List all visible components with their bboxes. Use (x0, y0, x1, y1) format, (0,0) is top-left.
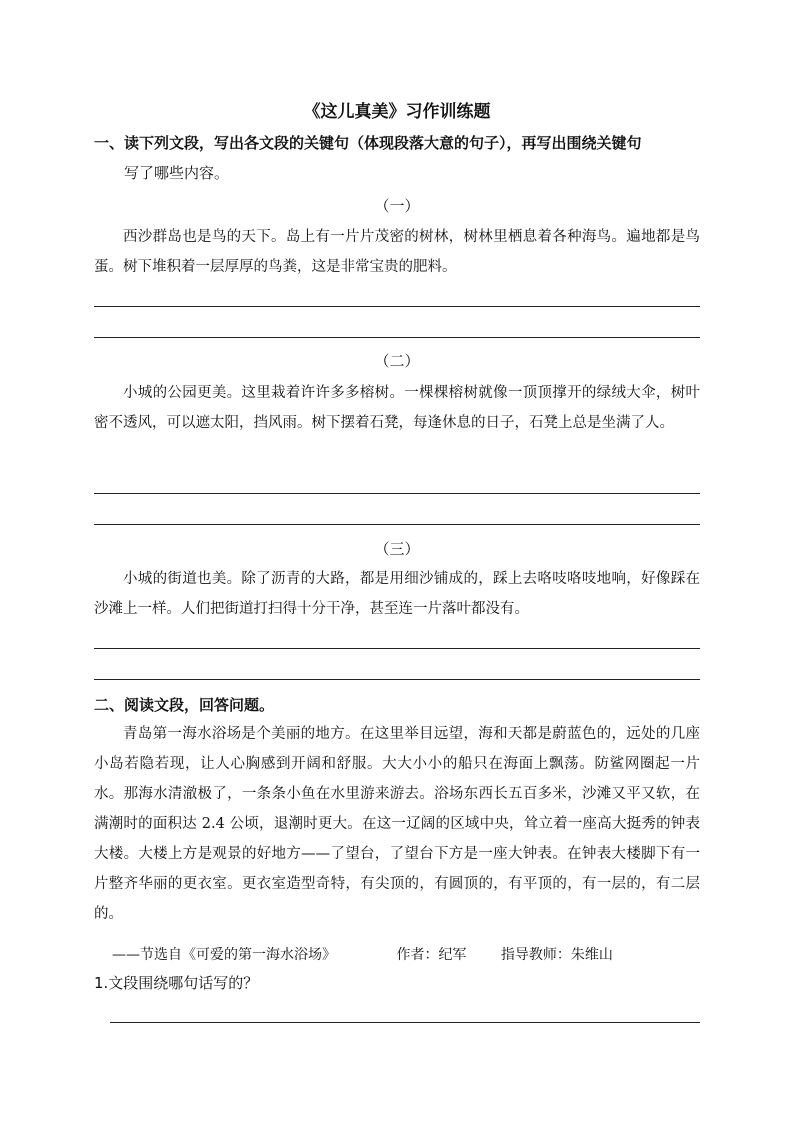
section-1-label: （一） (374, 197, 420, 215)
answer-line-2a[interactable] (94, 493, 700, 494)
answer-line-3b[interactable] (94, 679, 700, 680)
part1-heading (94, 128, 704, 188)
part2-paragraph: 青岛第一海水浴场是个美丽的地方。在这里举目远望，海和天都是蔚蓝色的，远处的几座小岛若隐若现，让人心胸感到开阔和舒服。大大小小的船只在海面上飘荡。防鲨网圈起一片水。那海水清澈极了，一条条小鱼在水里游来游去。浴场东西长五百多米，沙滩又平又软，在满潮时的面积达 2.4 公顷，退潮时更大。在这一辽阔的区域中央，耸立着一座高大挺秀的钟表大楼。大楼上方是观景的好地方——了望台，了望台下方是一座大钟表。在钟表大楼脚下有一片整齐华丽的更衣室。更衣室造型奇特，有尖顶的，有圆顶的，有平顶的，有一层的，有二层的。 (94, 726, 700, 922)
section-3-label: （三） (374, 540, 420, 558)
section-2-paragraph: 小城的公园更美。这里栽着许许多多榕树。一棵棵榕树就像一顶顶撑开的绿绒大伞，树叶密不透风，可以遮太阳，挡风雨。树下摆着石凳，每逢休息的日子，石凳上总是坐满了人。 (94, 385, 700, 431)
source-teacher: 指导教师：朱维山 (500, 947, 613, 963)
page-title: 《这儿真美》习作训练题 (303, 102, 491, 122)
section-1-paragraph: 西沙群岛也是鸟的天下。岛上有一片片茂密的树林，树林里栖息着各种海鸟。遍地都是鸟蛋。树下堆积着一层厚厚的鸟粪，这是非常宝贵的肥料。 (94, 229, 700, 275)
source-author: 作者：纪军 (396, 947, 467, 963)
answer-line-1b[interactable] (94, 337, 700, 338)
answer-line-1a[interactable] (94, 306, 700, 307)
part1-heading-cont: 写了哪些内容。 (124, 164, 230, 182)
answer-line-3a[interactable] (94, 648, 700, 649)
answer-line-2b[interactable] (94, 524, 700, 525)
part2-heading: 二、阅读文段，回答问题。 (94, 696, 275, 714)
answer-line-q1[interactable] (110, 1022, 700, 1023)
source-citation: ——节选自《可爱的第一海水浴场》 (112, 947, 336, 963)
source-line (94, 944, 700, 964)
section-2-label: （二） (374, 352, 420, 370)
section-3-paragraph: 小城的街道也美。除了沥青的大路，都是用细沙铺成的，踩上去咯吱咯吱地响，好像踩在沙滩上一样。人们把街道打扫得十分干净，甚至连一片落叶都没有。 (94, 571, 700, 617)
question-1: 1.文段围绕哪句话写的？ (94, 974, 259, 992)
part1-heading-text: 一、读下列文段，写出各文段的关键句（体现段落大意的句子），再写出围绕关键句 (94, 134, 642, 152)
